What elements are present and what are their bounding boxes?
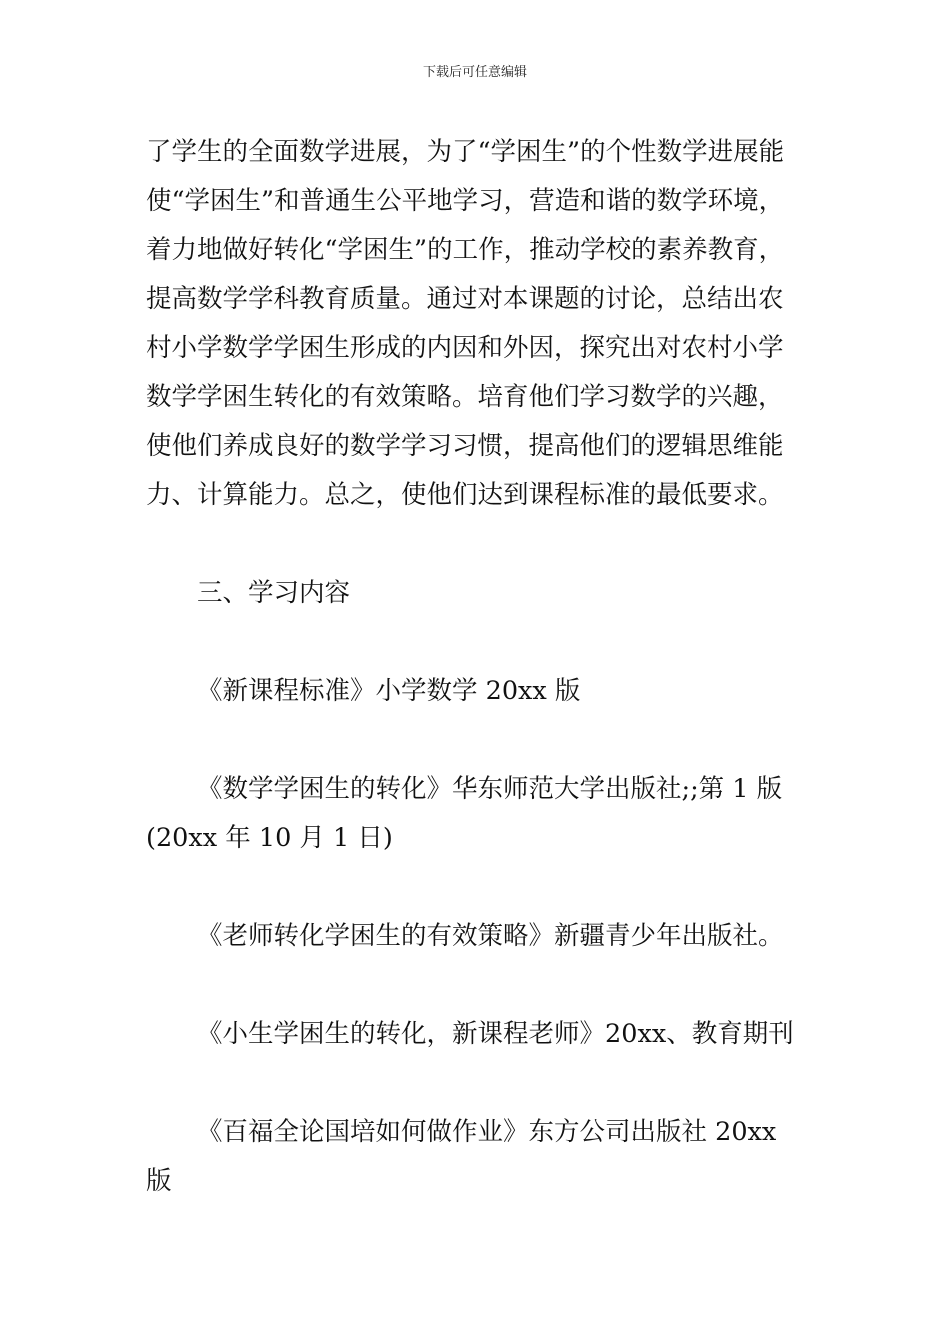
document-body xyxy=(146,128,808,1206)
reference-item: 《老师转化学困生的有效策略》新疆青少年出版社。 xyxy=(197,921,784,951)
spacer xyxy=(146,618,808,667)
spacer xyxy=(146,863,808,912)
reference-item: 《小生学困生的转化，新课程老师》20xx、教育期刊 xyxy=(197,1019,794,1049)
section-heading: 三、学习内容 xyxy=(197,578,351,608)
reference-item: 《数学学困生的转化》华东师范大学出版社;;第 1 版(20xx 年 10 月 1 日) xyxy=(146,774,783,853)
reference-item: 《百福全论国培如何做作业》东方公司出版社 20xx 版 xyxy=(146,1117,785,1196)
intro-paragraph: 了学生的全面数学进展，为了“学困生”的个性数学进展能使“学困生”和普通生公平地学习，营造和谐的数学环境，着力地做好转化“学困生”的工作，推动学校的素养教育，提高数学学科教育质量。通过对本课题的讨论，总结出农村小学数学学困生形成的内因和外因，探究出对农村小学数学学困生转化的有效策略。培育他们学习数学的兴趣，使他们养成良好的数学学习习惯，提高他们的逻辑思维能力、计算能力。总之，使他们达到课程标准的最低要求。 xyxy=(146,137,785,510)
spacer xyxy=(146,716,808,765)
spacer xyxy=(146,1059,808,1108)
spacer xyxy=(146,961,808,1010)
page-header: 下载后可任意编辑 xyxy=(422,65,527,80)
reference-item: 《新课程标准》小学数学 20xx 版 xyxy=(197,676,581,706)
spacer xyxy=(146,520,808,569)
